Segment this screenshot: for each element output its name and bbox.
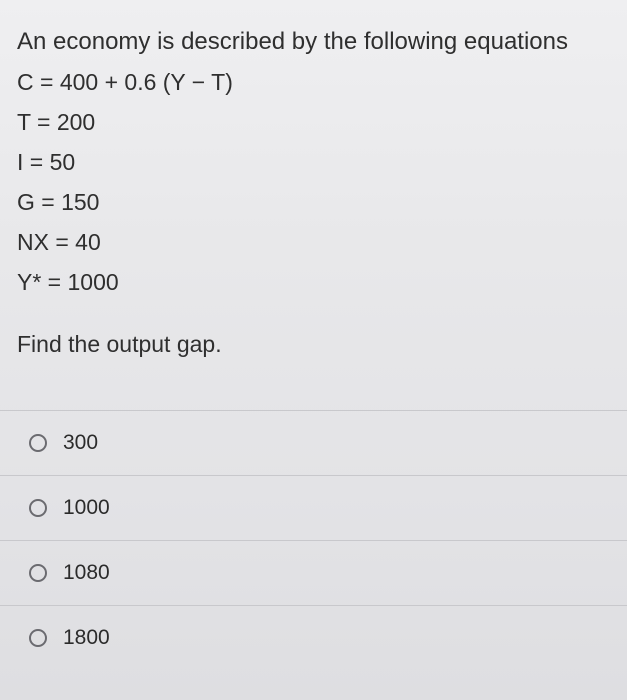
question-task: Find the output gap. bbox=[17, 331, 222, 357]
answer-option-label: 300 bbox=[63, 431, 99, 454]
equation-consumption: C = 400 + 0.6 (Y − T) bbox=[17, 69, 233, 95]
question-block bbox=[17, 22, 622, 364]
radio-button-icon[interactable] bbox=[29, 564, 47, 582]
radio-button-icon[interactable] bbox=[29, 499, 47, 517]
answer-option-label: 1800 bbox=[63, 626, 110, 649]
answer-option-1[interactable] bbox=[0, 410, 627, 475]
answer-option-label: 1080 bbox=[63, 561, 110, 584]
equation-government: G = 150 bbox=[17, 189, 100, 215]
equation-net-exports: NX = 40 bbox=[17, 229, 101, 255]
radio-button-icon[interactable] bbox=[29, 434, 47, 452]
answer-option-4[interactable] bbox=[0, 605, 627, 670]
equation-investment: I = 50 bbox=[17, 149, 76, 175]
question-prompt: An economy is described by the following equations bbox=[17, 28, 568, 55]
equation-taxes: T = 200 bbox=[17, 109, 96, 135]
equation-potential-output: Y* = 1000 bbox=[17, 269, 119, 295]
answer-option-3[interactable] bbox=[0, 540, 627, 605]
answer-option-2[interactable] bbox=[0, 475, 627, 540]
radio-button-icon[interactable] bbox=[29, 629, 47, 647]
equation-list bbox=[17, 62, 622, 302]
answer-option-label: 1000 bbox=[63, 496, 110, 519]
answer-options bbox=[0, 410, 627, 670]
